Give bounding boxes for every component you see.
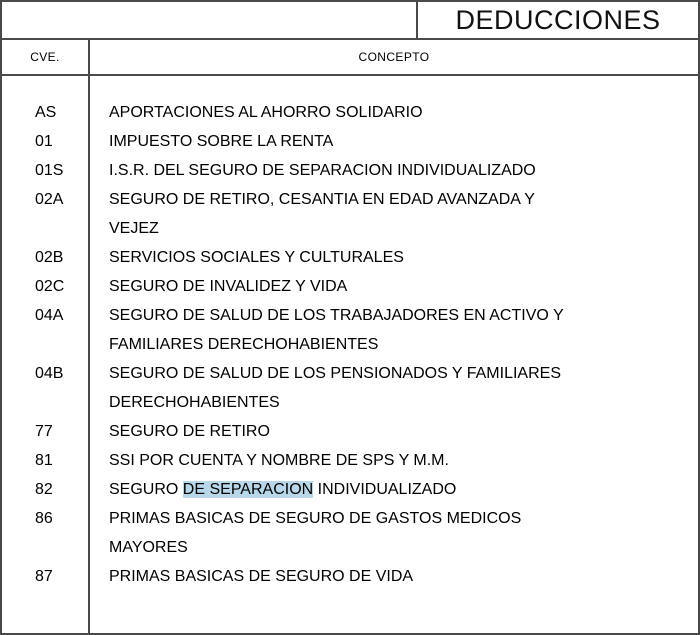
table-row: AS (35, 104, 57, 121)
concepto-text: SEGURO DE RETIRO (109, 423, 270, 440)
concepto-text: APORTACIONES AL AHORRO SOLIDARIO (109, 104, 423, 121)
column-header-cve: CVE. (0, 40, 90, 74)
table-row: 86 (35, 510, 53, 527)
table-row: 01S (35, 162, 64, 179)
concepto-text-selected (90, 475, 698, 504)
concepto-text-cont: DERECHOHABIENTES (109, 394, 280, 411)
text-selection-highlight: DE SEPARACION (182, 481, 314, 498)
concepto-text: IMPUESTO SOBRE LA RENTA (109, 133, 334, 150)
table-row: 02A (35, 191, 64, 208)
concepto-text-cont: FAMILIARES DERECHOHABIENTES (109, 336, 379, 353)
table-row: 02C (35, 278, 65, 295)
table-row: 02B (35, 249, 64, 266)
table-body (0, 76, 700, 635)
concepto-column (90, 76, 700, 633)
concepto-text-prefix: SEGURO (109, 481, 183, 498)
concepto-text: SEGURO DE SALUD DE LOS TRABAJADORES EN ACTIVO Y (109, 307, 564, 324)
table-row: 04B (35, 365, 64, 382)
table-row: 82 (35, 481, 53, 498)
cve-column (0, 76, 90, 633)
concepto-text: SEGURO DE SALUD DE LOS PENSIONADOS Y FAMILIARES (109, 365, 561, 382)
page-title: DEDUCCIONES (418, 2, 700, 38)
table-row: 81 (35, 452, 53, 469)
title-left-blank (0, 2, 418, 38)
table-row: 77 (35, 423, 53, 440)
concepto-text: SSI POR CUENTA Y NOMBRE DE SPS Y M.M. (109, 452, 449, 469)
table-row: 87 (35, 568, 53, 585)
table-row: 04A (35, 307, 64, 324)
table-row: 01 (35, 133, 53, 150)
column-header-concepto: CONCEPTO (90, 40, 700, 74)
concepto-text: PRIMAS BASICAS DE SEGURO DE VIDA (109, 568, 414, 585)
concepto-text: SEGURO DE INVALIDEZ Y VIDA (109, 278, 348, 295)
concepto-text-cont: VEJEZ (109, 220, 159, 237)
concepto-text: I.S.R. DEL SEGURO DE SEPARACION INDIVIDUALIZADO (109, 162, 536, 179)
title-row (0, 0, 700, 40)
concepto-text: SEGURO DE RETIRO, CESANTIA EN EDAD AVANZADA Y (109, 191, 535, 208)
concepto-text-cont: MAYORES (109, 539, 188, 556)
concepto-text: PRIMAS BASICAS DE SEGURO DE GASTOS MEDICOS (109, 510, 522, 527)
concepto-text-suffix: INDIVIDUALIZADO (313, 481, 457, 498)
table-header-row (0, 40, 700, 76)
concepto-text: SERVICIOS SOCIALES Y CULTURALES (109, 249, 404, 266)
